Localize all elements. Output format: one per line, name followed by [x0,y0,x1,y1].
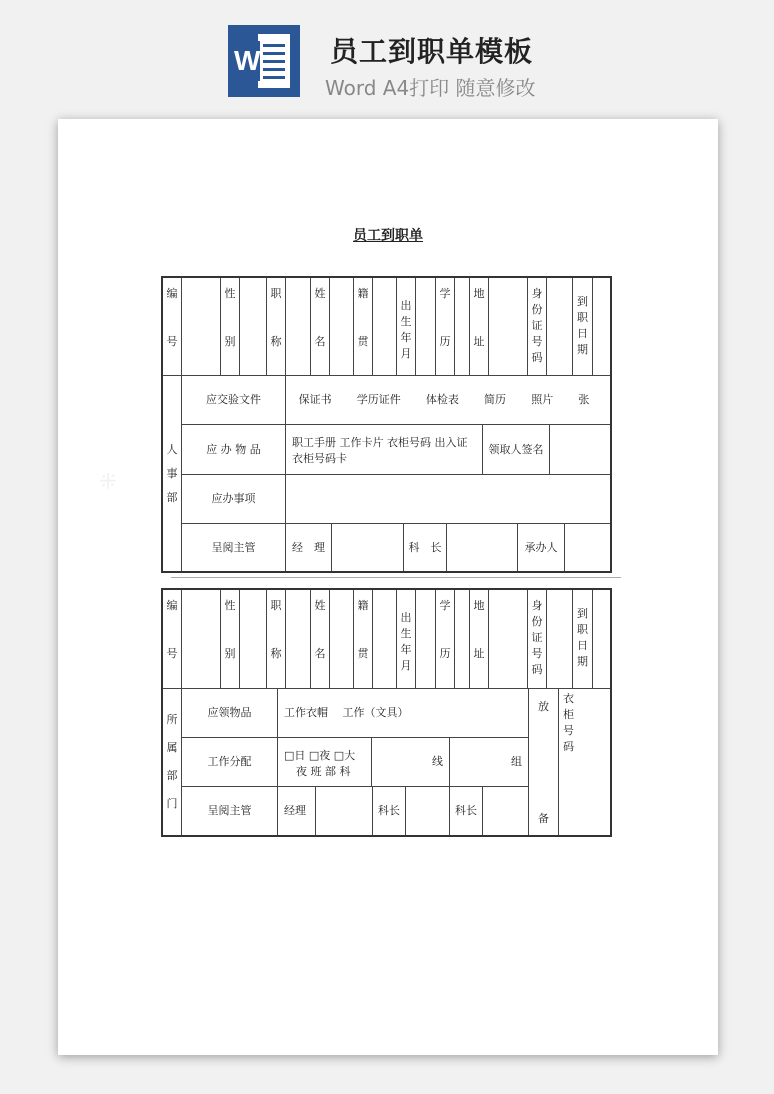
items-text: 衣柜号码卡 [292,452,347,465]
issued-items: 工作衣帽 工作（文具） [278,689,529,738]
doc-item: 保证书 [298,393,332,406]
side-label-hr: 人事部 [163,376,182,571]
row-label: 应交验文件 [182,376,286,425]
line-cell[interactable]: 线 [372,738,450,787]
input-cell[interactable] [182,278,221,376]
header-cell: 编 号 [163,278,182,376]
header-cell: 身份证号码 [528,278,547,376]
header-cell: 性 别 [221,278,240,376]
header-cell: 姓 名 [311,590,330,689]
row-label: 工作分配 [182,738,278,787]
locker-label: 衣柜号码 [563,692,574,753]
header-cell: 身份证号码 [528,590,547,689]
input-cell[interactable] [286,590,311,689]
input-cell[interactable] [240,590,267,689]
input-cell[interactable] [330,278,354,376]
items-text: 职工手册 工作卡片 衣柜号码 出入证 [292,436,468,449]
section-chief-input[interactable] [447,524,518,571]
doc-item: 体检表 [425,393,459,406]
section-chief-label: 科长 [373,787,406,835]
header-cell: 出生年月 [397,590,416,689]
word-icon [228,25,300,97]
onboarding-table [161,276,612,573]
section-chief-label: 科 长 [404,524,447,571]
remark-label: 备 [538,812,549,825]
header-cell: 到职日期 [573,278,593,376]
shift-options-text: 夜 班 部 科 [296,765,351,778]
input-cell[interactable] [286,278,311,376]
header-cell: 职 称 [267,278,286,376]
shift-options-text: □日 □夜 □大 [284,749,356,762]
documents-row [286,376,610,425]
handler-input[interactable] [565,524,610,571]
input-cell[interactable] [455,278,470,376]
header-cell: 出生年月 [397,278,416,376]
input-cell[interactable] [547,590,573,689]
document-page [58,119,718,1055]
tasks-input[interactable] [286,475,610,524]
doc-item: 照片 [531,393,554,406]
row-label: 应领物品 [182,689,278,738]
input-cell[interactable] [593,278,610,376]
document-title: 员工到职单 [353,228,423,244]
doc-item: 张 [578,393,590,406]
manager-label: 经 理 [286,524,332,571]
row-label: 应办事项 [182,475,286,524]
header-cell: 地 址 [470,590,489,689]
group-cell[interactable]: 组 [450,738,529,787]
row-label: 呈阅主管 [182,787,278,835]
header-cell: 到职日期 [573,590,593,689]
banner-subtitle: Word A4打印 随意修改 [325,76,536,100]
manager-input[interactable] [332,524,404,571]
header-cell: 籍 贯 [354,278,373,376]
header-cell: 籍 贯 [354,590,373,689]
input-cell[interactable] [373,278,397,376]
row-label: 应 办 物 品 [182,425,286,475]
header-cell: 学 历 [436,590,455,689]
input-cell[interactable] [416,278,436,376]
watermark: ※ [91,466,123,497]
section-chief-label: 科长 [450,787,483,835]
locker-cell[interactable] [559,689,610,835]
manager-label: 经理 [278,787,316,835]
handler-label: 承办人 [518,524,565,571]
header-cell: 性 别 [221,590,240,689]
header-cell: 学 历 [436,278,455,376]
items-cell [286,425,483,475]
input-cell[interactable] [455,590,470,689]
header-cell: 职 称 [267,590,286,689]
side-label-dept: 所属部门 [163,689,182,835]
manager-input[interactable] [316,787,373,835]
remark-label: 放 [538,700,549,713]
banner [0,0,774,110]
word-icon-letter: W [234,41,260,81]
header-cell: 姓 名 [311,278,330,376]
row-label: 呈阅主管 [182,524,286,571]
input-cell[interactable] [489,590,528,689]
input-cell[interactable] [182,590,221,689]
shift-options [278,738,372,787]
input-cell[interactable] [489,278,528,376]
separator [171,577,621,578]
receiver-sign-label: 领取人签名 [483,425,550,475]
header-cell: 地 址 [470,278,489,376]
header-cell: 编 号 [163,590,182,689]
input-cell[interactable] [373,590,397,689]
input-cell[interactable] [330,590,354,689]
input-cell[interactable] [593,590,610,689]
doc-item: 学历证件 [356,393,401,406]
remark-cell [529,689,559,835]
input-cell[interactable] [240,278,267,376]
section-chief-input[interactable] [483,787,529,835]
input-cell[interactable] [547,278,573,376]
input-cell[interactable] [416,590,436,689]
assignment-table [161,588,612,837]
receiver-sign-input[interactable] [550,425,610,475]
banner-title: 员工到职单模板 [330,35,534,68]
section-chief-input[interactable] [406,787,450,835]
doc-item: 简历 [484,393,507,406]
